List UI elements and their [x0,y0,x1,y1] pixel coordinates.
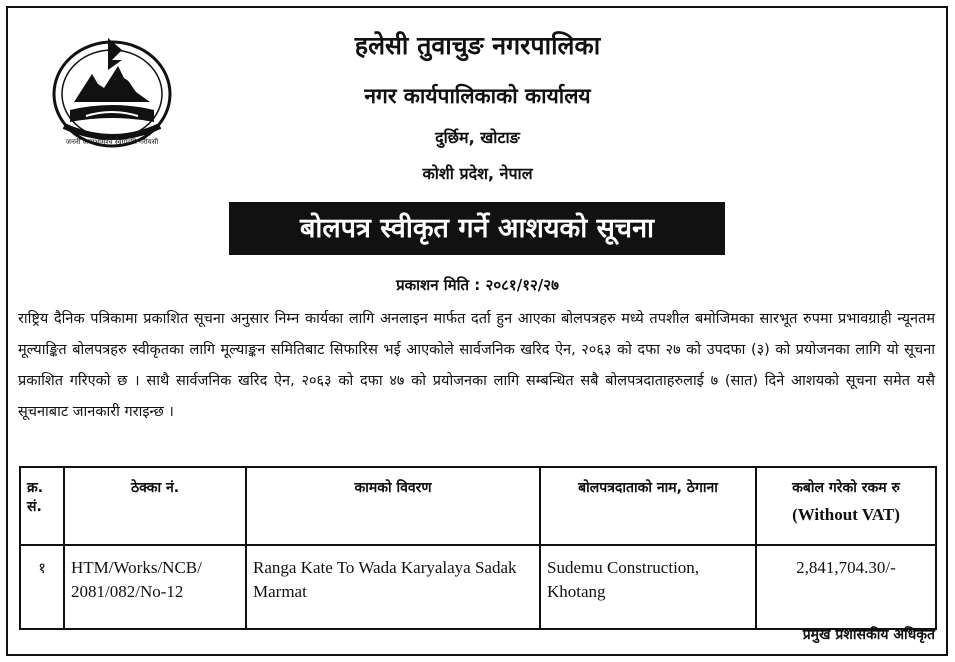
emblem-motto: जननी जन्मभूमिश्च स्वर्गादपि गरीयसी [65,138,159,146]
office-location: दुर्छिम, खोटाङ [435,128,520,147]
notice-body: राष्ट्रिय दैनिक पत्रिकामा प्रकाशित सूचना अनुसार निम्न कार्यका लागि अनलाइन मार्फत दर्ता हुन आएका बोलपत्रहरु मध्ये तपशील बमोजिमका सारभूत रुपमा प्रभावग्राही न्यूनतम मूल्याङ्कित बोलपत्रहरु स्वीकृतका लागि मूल्याङ्कन समितिबाट सिफारिस भई आएकोले सार्वजनिक खरिद ऐन, २०६३ को दफा २७ को उपदफा (३) को प्रयोजनका लागि यो सूचना प्रकाशित गरिएको छ । साथै सार्वजनिक खरिद ऐन, २०६३ को दफा ४७ को प्रयोजनका लागि सम्बन्धित सबै बोलपत्रदाताहरुलाई ७ (सात) दिने आशयको सूचना समेत यसै सूचनाबाट जानकारी गराइन्छ । [18,311,935,420]
col-sn-header: क्र. सं. [20,467,64,545]
cell-sn: १ [20,545,64,629]
table-header-row [20,467,936,545]
table-row [20,545,936,629]
notice-title: बोलपत्र स्वीकृत गर्ने आशयको सूचना [229,202,725,255]
amount-header-label: कबोल गरेको रकम रु [792,480,900,496]
signatory: प्रमुख प्रशासकीय अधिकृत [802,627,935,643]
office-name: नगर कार्यपालिकाको कार्यालय [364,84,591,108]
col-contract-no-header: ठेक्का नं. [64,467,246,545]
province-country: कोशी प्रदेश, नेपाल [422,164,533,183]
bid-table [19,466,937,630]
municipality-name: हलेसी तुवाचुङ नगरपालिका [354,31,601,60]
cell-bidder: Sudemu Construction, Khotang [540,545,756,629]
cell-work-description: Ranga Kate To Wada Karyalaya Sadak Marmat [246,545,540,629]
col-work-description-header: कामको विवरण [246,467,540,545]
publication-date: प्रकाशन मिति : २०८१/१२/२७ [396,276,559,294]
col-amount-header [756,467,936,545]
cell-amount: 2,841,704.30/- [756,545,936,629]
cell-contract-no: HTM/Works/NCB/ 2081/082/No-12 [64,545,246,629]
amount-header-note: (Without VAT) [792,505,900,524]
col-bidder-header: बोलपत्रदाताको नाम, ठेगाना [540,467,756,545]
